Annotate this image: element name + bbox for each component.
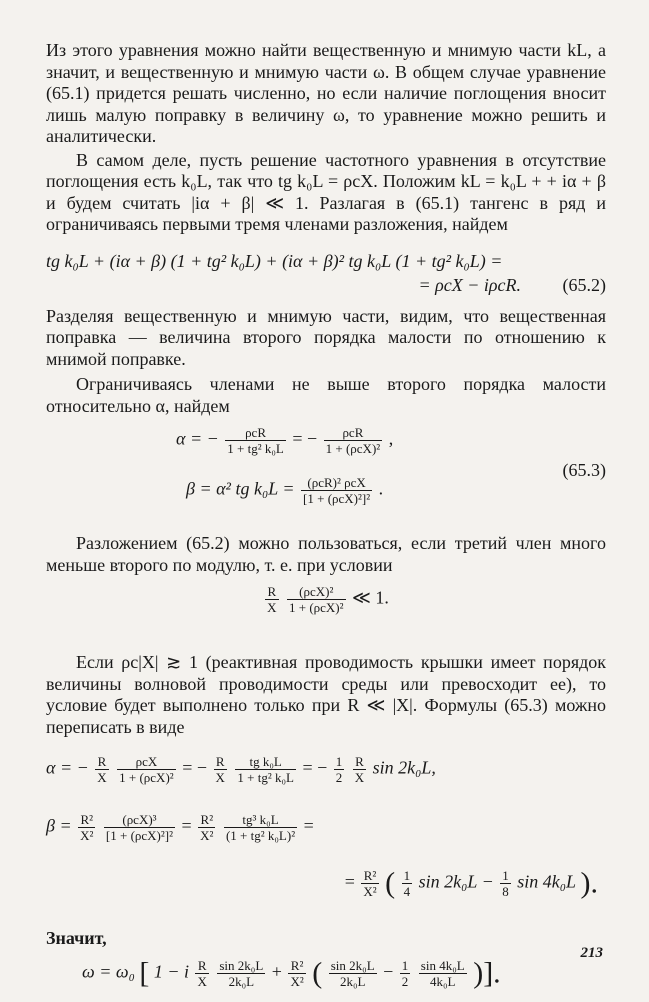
alpha-lhs: α = − [176, 428, 219, 449]
fraction [500, 868, 511, 899]
denominator: 4k₀L [419, 973, 467, 989]
fraction [288, 958, 305, 989]
equation-65-2 [46, 250, 606, 296]
minus: − [383, 961, 394, 982]
page-content [46, 40, 606, 1002]
fraction [225, 425, 286, 456]
alpha-end: sin 2k₀L, [372, 757, 436, 778]
omega-formula [46, 958, 606, 1002]
fraction [78, 812, 95, 843]
alpha-mid: = − [292, 428, 318, 449]
numerator: 1 [502, 868, 509, 883]
denominator: 4 [403, 884, 411, 899]
fraction [265, 584, 278, 615]
numerator: ρcR [245, 425, 266, 440]
beta-formula [186, 475, 383, 506]
fraction [198, 812, 215, 843]
numerator: ρcX [135, 754, 158, 769]
denominator: X [267, 600, 277, 615]
denominator: 8 [502, 884, 509, 899]
fraction [361, 868, 378, 899]
equation-65-3 [46, 425, 606, 521]
denominator: 1 + tg² k₀L [227, 441, 284, 456]
equation-number: (65.2) [562, 274, 606, 295]
numerator: 1 [401, 957, 409, 973]
denominator: X [215, 770, 225, 785]
alpha-lhs: α = − [46, 757, 89, 778]
equals: = [303, 815, 314, 836]
fraction [402, 868, 413, 899]
condition-formula [46, 584, 606, 630]
denominator: 2k₀L [329, 973, 377, 989]
fraction [334, 754, 345, 785]
numerator: sin 2k₀L [219, 957, 264, 973]
fraction [95, 754, 108, 785]
open-bracket: [ [139, 956, 150, 989]
close-paren: ). [580, 866, 598, 900]
numerator: ρcR [342, 425, 364, 440]
numerator: 1 [335, 754, 343, 769]
denominator: X [197, 973, 207, 989]
denominator: 2k₀L [217, 973, 265, 989]
numerator: R [197, 957, 207, 973]
denominator: X [97, 770, 107, 785]
equals: = [344, 871, 355, 892]
beta-expanded [46, 812, 606, 856]
equation-65-2-line2: = ρcX − iρcR. [418, 274, 521, 295]
beta-end: sin 4k₀L [517, 871, 576, 892]
fraction [224, 812, 297, 843]
punctuation: . [378, 478, 384, 499]
numerator: (ρcX)² [299, 584, 334, 599]
omega-lhs: ω = ω₀ [82, 961, 135, 982]
page-number: 213 [580, 945, 603, 961]
condition-rhs: ≪ 1. [352, 587, 389, 608]
alpha-formula [176, 425, 393, 456]
numerator: (ρcX)³ [122, 812, 157, 827]
numerator: R [97, 754, 107, 769]
denominator: 1 + (ρcX)² [289, 600, 344, 615]
numerator: R [355, 754, 364, 769]
fraction [400, 958, 411, 989]
punctuation: , [388, 428, 394, 449]
denominator: X² [363, 884, 377, 899]
beta-mid: sin 2k₀L − [418, 871, 494, 892]
fraction [214, 754, 227, 785]
beta-expanded-line2 [46, 868, 606, 912]
plus: + [271, 961, 282, 982]
denominator: X [354, 770, 365, 785]
close-bracket: )]. [473, 956, 501, 989]
denominator: 1 + (ρcX)² [325, 441, 381, 456]
open-paren: ( [312, 956, 323, 989]
alpha-expanded [46, 754, 606, 798]
fraction [419, 958, 467, 989]
denominator: 1 + (ρcX)² [119, 770, 174, 785]
equals: = − [302, 757, 328, 778]
numerator: tg³ k₀L [242, 812, 279, 827]
open-paren: ( [385, 866, 396, 900]
equals: = [181, 815, 192, 836]
fraction [301, 475, 372, 506]
omega-one: 1 − i [153, 961, 189, 982]
fraction [329, 958, 377, 989]
denominator: X² [80, 828, 94, 843]
fraction [117, 754, 176, 785]
denominator: X² [200, 828, 214, 843]
denominator: [1 + (ρcX)²]² [303, 491, 371, 506]
beta-lhs: β = [46, 815, 72, 836]
paragraph-5: Разложением (65.2) можно пользоваться, если третий член много меньше второго по модулю, т. е. при условии [46, 533, 606, 575]
numerator: R² [363, 868, 377, 883]
numerator: (ρcR)² ρcX [307, 475, 366, 490]
denominator: [1 + (ρcX)²]² [105, 828, 174, 843]
numerator: sin 2k₀L [330, 957, 375, 973]
fraction [217, 958, 265, 989]
numerator: tg k₀L [249, 754, 282, 769]
denominator: (1 + tg² k₀L)² [225, 828, 296, 843]
paragraph-2: В самом деле, пусть решение частотного уравнения в отсутствие поглощения есть k₀L, так что tg k₀L = ρcX. Положим kL = k₀L + + iα + β и будем считать |iα + β| ≪ 1. Разлагая в (65.1) тангенс в ряд и ограничиваясь первыми тремя членами разложения, найдем [46, 149, 607, 234]
denominator: X² [290, 973, 304, 989]
fraction [353, 754, 366, 785]
denominator: 1 + tg² k₀L [237, 770, 294, 785]
equals: = − [182, 757, 207, 778]
numerator: R [215, 754, 225, 769]
numerator: sin 4k₀L [420, 957, 465, 973]
paragraph-6: Если ρc|X| ≳ 1 (реактивная проводимость крышки имеет порядок величины волновой проводимости среды или превосходит ее), то условие будет выполнено только при R ≪ |X|. Формулы (65.3) можно переписать в виде [46, 652, 606, 737]
numerator: R² [80, 812, 94, 827]
paragraph-1: Из этого уравнения можно найти вещественную и мнимую части kL, а значит, и вещественную и мнимую части ω. В общем случае уравнение (65.1) придется решать численно, но если наличие поглощения вносит лишь малую поправку в величину ω, то уравнение можно решить и аналитически. [46, 40, 606, 146]
numerator: R² [200, 812, 214, 827]
numerator: R² [290, 957, 304, 973]
numerator: R [267, 584, 277, 599]
denominator: 2 [401, 973, 409, 989]
paragraph-7: Значит, [46, 928, 107, 948]
paragraph-3: Разделяя вещественную и мнимую части, видим, что вещественная поправка — величина второго порядка малости по отношению к мнимой поправке. [46, 305, 606, 369]
fraction [235, 754, 296, 785]
fraction [287, 584, 346, 615]
equation-number: (65.3) [562, 460, 606, 480]
paragraph-4: Ограничиваясь членами не выше второго порядка малости относительно α, найдем [46, 374, 606, 416]
beta-lhs: β = α² tg k₀L = [186, 478, 295, 499]
numerator: 1 [403, 868, 411, 883]
fraction [195, 958, 208, 989]
fraction [324, 425, 383, 456]
fraction [104, 812, 175, 843]
denominator: 2 [335, 770, 343, 785]
equation-65-2-line1: tg k₀L + (iα + β) (1 + tg² k₀L) + (iα + β)² tg k₀L (1 + tg² k₀L) = [46, 250, 503, 271]
